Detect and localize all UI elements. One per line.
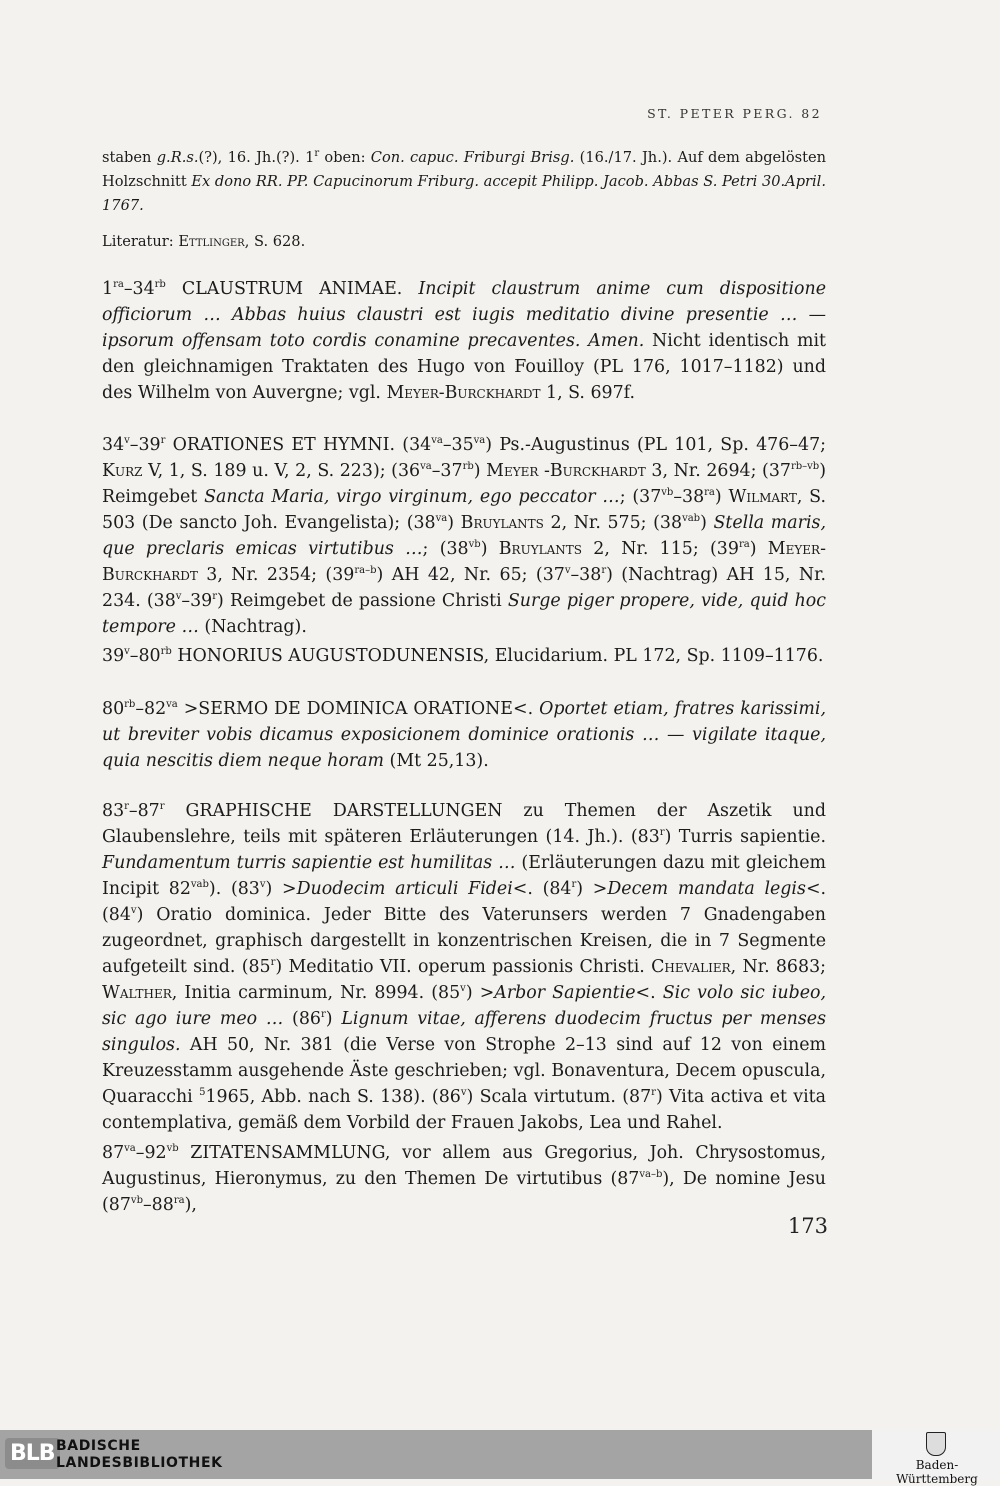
text-run: ) <box>700 513 714 533</box>
text-run: –34 <box>123 279 155 299</box>
text-run: HONORIUS AUGUSTODUNENSIS, Elucidarium. PL 172, Sp. 1109–1176. <box>171 646 824 666</box>
text-run: ) (Nachtrag) AH 15, Nr. 234. (38 <box>102 565 826 611</box>
text-run: , Initia carminum, Nr. 8994. (85 <box>171 983 461 1003</box>
text-run: (?), 16. Jh.(?). 1 <box>198 149 315 166</box>
latin-incipit: Lignum vitae, afferens duodecim fructus per menses singulos. <box>102 1009 826 1055</box>
folio-superscript: ra <box>738 539 750 551</box>
latin-incipit: Duodecim articuli Fidei <box>296 879 513 899</box>
text-run: ; (37 <box>619 487 662 507</box>
text-run: ) Vita activa et vita contemplativa, gemäß dem Vorbild der Frauen Jakobs, Lea und Rahel. <box>102 1087 826 1133</box>
text-run: (86 <box>283 1009 321 1029</box>
text-run: , Nr. 8683; <box>730 957 826 977</box>
state-label: Baden-Württemberg <box>896 1458 978 1486</box>
text-run: <. (84 <box>102 879 827 925</box>
folio-superscript: va <box>473 435 486 447</box>
folio-superscript: r <box>160 435 166 447</box>
folio-superscript: r <box>270 957 276 969</box>
text-run: ) <box>447 513 461 533</box>
folio-superscript: v <box>124 435 130 447</box>
text-run: ) Reimgebet de passione Christi <box>217 591 508 611</box>
folio-superscript: r <box>320 1009 326 1021</box>
folio-superscript: va <box>166 699 178 711</box>
text-run: AH 50, Nr. 381 (die Verse von Strophe 2–13 sind auf 12 von einem Kreuzesstamm ausgehende Äste geschrieben; vgl. Bonaventura, Decem opuscula, Quaracchi <box>102 1035 826 1107</box>
text-run: ; (38 <box>422 539 469 559</box>
folio-superscript: v <box>130 905 137 917</box>
latin-incipit: Fundamentum turris sapientie est humilitas … <box>102 853 516 873</box>
text-run: –37 <box>431 461 463 481</box>
author-name: Meyer-Burckhardt <box>386 383 541 403</box>
text-run: 2, Nr. 115; (39 <box>582 539 739 559</box>
author-name: Ettlinger <box>178 233 245 250</box>
text-run: (16./17. Jh.). Auf dem abgelösten Holzschnitt <box>102 149 827 190</box>
folio-superscript: r <box>314 148 320 160</box>
folio-superscript: ra–b <box>354 565 377 577</box>
text-run: <. <box>635 983 663 1003</box>
folio-superscript: rb <box>160 646 172 658</box>
author-name: Bruylants <box>498 539 582 559</box>
text-run: >SERMO DE DOMINICA ORATIONE<. <box>177 699 540 719</box>
text-run: ORATIONES ET HYMNI. (34 <box>165 435 432 455</box>
intro-paragraph <box>102 146 826 218</box>
text-run: ) <box>749 539 768 559</box>
folio-superscript: r <box>659 827 665 839</box>
entry-text <box>102 1140 826 1218</box>
text-run: 87 <box>102 1143 125 1163</box>
text-run: 39 <box>102 646 125 666</box>
library-name-line2: LANDESBIBLIOTHEK <box>56 1455 223 1471</box>
text-run: 1 <box>102 279 114 299</box>
entry-text <box>102 432 826 640</box>
text-run: staben <box>102 149 157 166</box>
text-run: 83 <box>102 801 125 821</box>
text-run: ) > <box>465 983 495 1003</box>
text-run: ), De nomine Jesu (87 <box>102 1169 826 1215</box>
state-logo <box>872 1430 1000 1486</box>
latin-incipit: Ex dono RR. PP. Capucinorum Friburg. accepit Philipp. Jacob. Abbas S. Petri 30.April. 1767. <box>102 173 826 214</box>
author-name: Wilmart <box>728 487 797 507</box>
text-run: GRAPHISCHE DARSTELLUNGEN zu Themen der Aszetik und Glaubenslehre, teils mit späteren Erläuterungen (14. Jh.). (83 <box>102 801 826 847</box>
folio-superscript: v <box>175 591 182 603</box>
text-run: –88 <box>142 1195 174 1215</box>
text-run: –92 <box>135 1143 167 1163</box>
latin-incipit: Con. capuc. Friburgi Brisg. <box>370 149 575 166</box>
text-run: 34 <box>102 435 125 455</box>
entry-zitaten <box>102 1140 826 1218</box>
text-run: –38 <box>570 565 602 585</box>
footer-bar <box>0 1430 1000 1486</box>
folio-superscript: 5 <box>199 1087 206 1099</box>
text-run: 1, S. 697f. <box>540 383 636 403</box>
folio-superscript: vb <box>166 1143 179 1155</box>
folio-superscript: v <box>460 983 466 995</box>
text-run: ) Meditatio VII. operum passionis Christi. <box>275 957 652 977</box>
text-run: , S. 503 (De sancto Joh. Evangelista); (38 <box>102 487 826 533</box>
text-run: ZITATENSAMMLUNG, vor allem aus Gregorius, Joh. Chrysostomus, Augustinus, Hieronymus, zu den Themen De virtutibus (87 <box>102 1143 826 1189</box>
entry-honorius <box>102 643 826 669</box>
text-run: ) Reimgebet <box>102 461 826 507</box>
entry-text <box>102 696 826 774</box>
folio-superscript: va <box>420 461 432 473</box>
folio-superscript: va <box>431 435 443 447</box>
text-run: ) Turris sapientie. <box>664 827 826 847</box>
entry-claustrum <box>102 276 826 406</box>
text-run: 80 <box>102 699 125 719</box>
folio-superscript: v <box>259 879 266 891</box>
author-name: Meyer-Burckhardt <box>102 539 826 585</box>
entry-graphische <box>102 798 826 1136</box>
folio-superscript: r <box>159 801 165 813</box>
text-run: ) <box>473 461 487 481</box>
entry-orationes <box>102 432 826 640</box>
folio-superscript: r <box>571 879 577 891</box>
text-run: –80 <box>129 646 161 666</box>
text-run: ) > <box>265 879 297 899</box>
latin-incipit: Oportet etiam, fratres karissimi, ut breviter vobis dicamus exposicionem dominice orationis … — vigilate itaque, quia nescitis diem neque horam <box>102 699 827 771</box>
text-run: ) <box>714 487 729 507</box>
folio-superscript: vb <box>661 487 674 499</box>
entry-sermo <box>102 696 826 774</box>
folio-superscript: ra <box>704 487 715 499</box>
text-run: ) AH 42, Nr. 65; (37 <box>376 565 565 585</box>
text-run: –39 <box>129 435 161 455</box>
page-number: 173 <box>787 1214 828 1238</box>
text-run: , S. 628. <box>244 233 306 250</box>
folio-superscript: v <box>460 1087 467 1099</box>
text-run: –82 <box>135 699 167 719</box>
text-run: 2, Nr. 575; (38 <box>543 513 683 533</box>
author-name: Kurz <box>102 461 143 481</box>
folio-superscript: vb <box>130 1195 143 1207</box>
coat-of-arms-icon <box>926 1432 946 1456</box>
folio-superscript: va–b <box>639 1169 663 1181</box>
text-run: V, 1, S. 189 u. V, 2, S. 223); (36 <box>142 461 421 481</box>
text-run: (Mt 25,13). <box>384 751 489 771</box>
text-run: 1965, Abb. nach S. 138). (86 <box>205 1087 461 1107</box>
text-run: 3, Nr. 2354; (39 <box>197 565 355 585</box>
folio-superscript: ra <box>173 1195 185 1207</box>
text-run: ). (83 <box>208 879 260 899</box>
entry-text <box>102 643 826 669</box>
text-run: ) Scala virtutum. (87 <box>466 1087 652 1107</box>
folio-superscript: rb–vb <box>790 461 820 473</box>
text-run: ), <box>184 1195 197 1215</box>
text-run: ) <box>480 539 499 559</box>
folio-superscript: vab <box>190 879 209 891</box>
text-run: ) <box>325 1009 342 1029</box>
folio-superscript: rb <box>124 699 136 711</box>
latin-incipit: Sancta Maria, virgo virginum, ego peccator … <box>204 487 620 507</box>
text-run: ) > <box>576 879 608 899</box>
entry-text <box>102 798 826 1136</box>
text-run: (Erläuterungen dazu mit gleichem Incipit 82 <box>102 853 826 899</box>
latin-incipit: Sic volo sic iubeo, sic ago iure meo … <box>102 983 826 1029</box>
author-name: Bruylants <box>460 513 544 533</box>
latin-incipit: Incipit claustrum anime cum dispositione officiorum … Abbas huius claustri est iugis meditatio divine presentie … — ipsorum offensam toto cordis conamine precaventes. Amen. <box>102 279 826 351</box>
folio-superscript: r <box>124 801 129 813</box>
provenance-note <box>102 146 826 218</box>
text-run: Nicht identisch mit den gleichnamigen Traktaten des Hugo von Fouilloy (PL 176, 1017–1182) und des Wilhelm von Auvergne; vgl. <box>102 331 826 403</box>
text-run: ) Oratio dominica. Jeder Bitte des Vaterunsers werden 7 Gnadengaben zugeordnet, graphisch dargestellt in konzentrischen Kreisen, die in 7 Segmente aufgeteilt sind. (85 <box>102 905 826 977</box>
folio-superscript: va <box>124 1143 136 1155</box>
text-run: –38 <box>673 487 705 507</box>
author-name: Meyer -Burckhardt <box>486 461 646 481</box>
library-name-line1: BADISCHE <box>56 1438 141 1454</box>
latin-incipit: Decem mandata legis <box>607 879 806 899</box>
folio-superscript: rb <box>462 461 474 473</box>
text-run: ) Ps.-Augustinus (PL 101, Sp. 476–47; <box>485 435 826 455</box>
folio-superscript: rb <box>154 279 166 291</box>
folio-superscript: ra <box>113 279 124 291</box>
latin-incipit: Surge piger propere, vide, quid hoc tempore … <box>102 591 826 637</box>
text-run: –39 <box>181 591 213 611</box>
latin-incipit: Stella maris, que preclaris emicas virtutibus … <box>102 513 826 559</box>
author-name: Walther <box>102 983 172 1003</box>
text-run: (Nachtrag). <box>198 617 307 637</box>
author-name: Chevalier <box>651 957 731 977</box>
folio-superscript: v <box>124 646 130 658</box>
literature-line <box>102 230 826 254</box>
folio-superscript: r <box>212 591 218 603</box>
folio-superscript: vb <box>468 539 481 551</box>
latin-incipit: Arbor Sapientie <box>494 983 636 1003</box>
latin-incipit: g.R.s. <box>156 149 199 166</box>
folio-superscript: v <box>564 565 571 577</box>
text-run: <. (84 <box>512 879 572 899</box>
folio-superscript: va <box>435 513 448 525</box>
folio-superscript: r <box>651 1087 656 1099</box>
text-run: –35 <box>442 435 474 455</box>
text-run: Literatur: <box>102 233 179 250</box>
running-head: ST. PETER PERG. 82 <box>647 106 822 121</box>
text-run: 3, Nr. 2694; (37 <box>645 461 791 481</box>
text-run: CLAUSTRUM ANIMAE. <box>165 279 419 299</box>
literature-note <box>102 230 826 254</box>
text-run: oben: <box>319 149 371 166</box>
folio-superscript: vab <box>682 513 701 525</box>
text-run: –87 <box>128 801 160 821</box>
folio-superscript: r <box>601 565 607 577</box>
blb-logo: BLB <box>5 1438 60 1469</box>
entry-text <box>102 276 826 406</box>
